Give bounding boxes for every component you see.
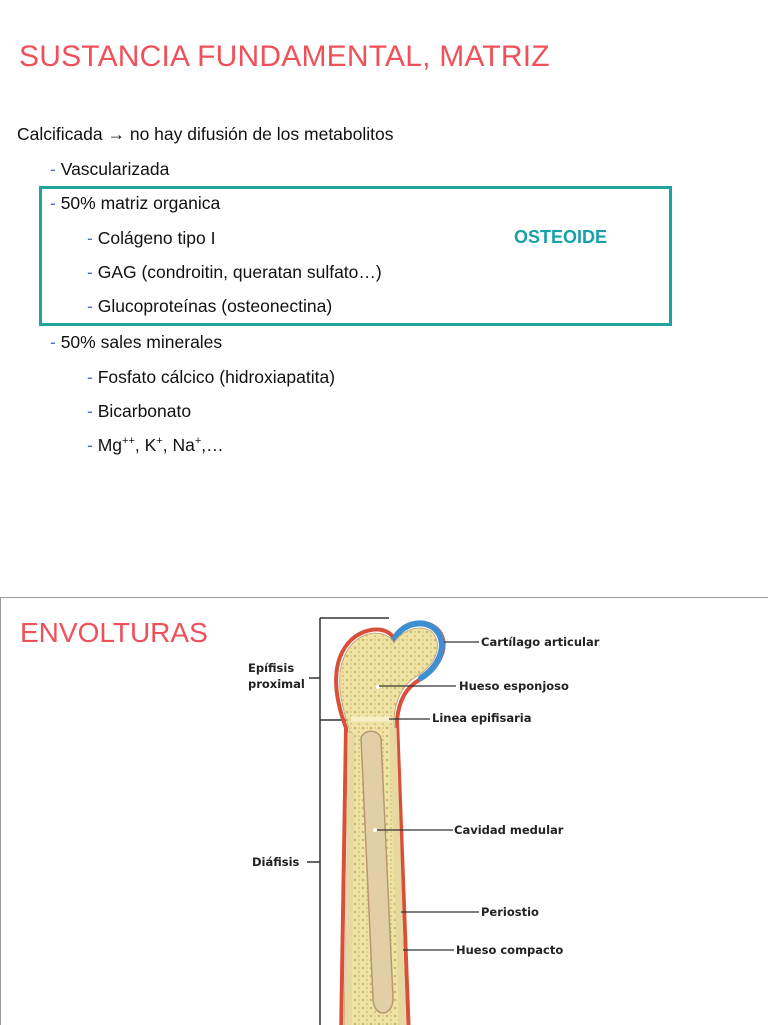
item-vascularizada: Vascularizada xyxy=(60,159,170,179)
label-cartilago: Cartílago articular xyxy=(481,635,600,649)
intro-prefix: Calcificada xyxy=(17,124,103,144)
slide-title: SUSTANCIA FUNDAMENTAL, MATRIZ xyxy=(19,40,550,73)
ion-k: K xyxy=(144,435,157,455)
bullet-dash: - xyxy=(87,367,93,387)
bullet-dash: - xyxy=(87,435,93,455)
ion-mg-charge: ++ xyxy=(122,435,135,448)
bullet-dash: - xyxy=(50,159,56,179)
bullet-dash: - xyxy=(87,296,93,316)
femur-diagram xyxy=(1,598,768,1025)
bullet-dash: - xyxy=(87,228,93,248)
list-item xyxy=(87,367,335,388)
item-glucoproteinas: Glucoproteínas (osteonectina) xyxy=(97,296,333,316)
bullet-dash: - xyxy=(87,401,93,421)
ion-sep: , xyxy=(134,435,145,455)
label-hueso-esponjoso: Hueso esponjoso xyxy=(459,679,569,693)
item-sales: 50% sales minerales xyxy=(60,332,223,352)
bullet-dash: - xyxy=(87,262,93,282)
label-epifisis: Epífisis xyxy=(248,661,295,675)
bullet-dash: - xyxy=(50,332,56,352)
ion-k-charge: + xyxy=(156,435,163,448)
label-linea-epifisaria: Linea epifisaria xyxy=(432,711,532,725)
list-item xyxy=(50,193,220,214)
list-item xyxy=(50,332,222,353)
target-dot xyxy=(373,828,377,832)
ion-tail: ,… xyxy=(201,435,224,455)
item-gag: GAG (condroitin, queratan sulfato…) xyxy=(97,262,382,282)
label-diafisis: Diáfisis xyxy=(252,855,300,869)
list-item xyxy=(87,401,191,422)
arrow-icon: → xyxy=(107,124,125,144)
compact-wall-left xyxy=(348,733,351,1025)
ion-sep: , xyxy=(162,435,173,455)
item-bicarbonato: Bicarbonato xyxy=(97,401,192,421)
label-proximal: proximal xyxy=(248,677,305,691)
list-item xyxy=(87,296,332,317)
item-fosfato: Fosfato cálcico (hidroxiapatita) xyxy=(97,367,336,387)
slide-title: ENVOLTURAS xyxy=(20,617,208,648)
list-item xyxy=(87,228,215,249)
list-item xyxy=(50,159,169,180)
ion-na-charge: + xyxy=(194,435,202,448)
item-colageno: Colágeno tipo I xyxy=(97,228,216,248)
list-item xyxy=(87,262,382,283)
osteoide-label: OSTEOIDE xyxy=(514,227,608,247)
item-organica: 50% matriz organica xyxy=(60,193,221,213)
bullet-dash: - xyxy=(50,193,56,213)
ion-na: Na xyxy=(172,435,195,455)
label-cavidad-medular: Cavidad medular xyxy=(454,823,564,837)
ion-mg: Mg xyxy=(97,435,123,455)
label-hueso-compacto: Hueso compacto xyxy=(456,943,564,957)
intro-suffix: no hay difusión de los metabolitos xyxy=(129,124,394,144)
slide-envolturas xyxy=(0,597,768,1025)
list-item-ions xyxy=(87,435,224,456)
label-periostio: Periostio xyxy=(481,905,539,919)
intro-line xyxy=(17,124,394,145)
